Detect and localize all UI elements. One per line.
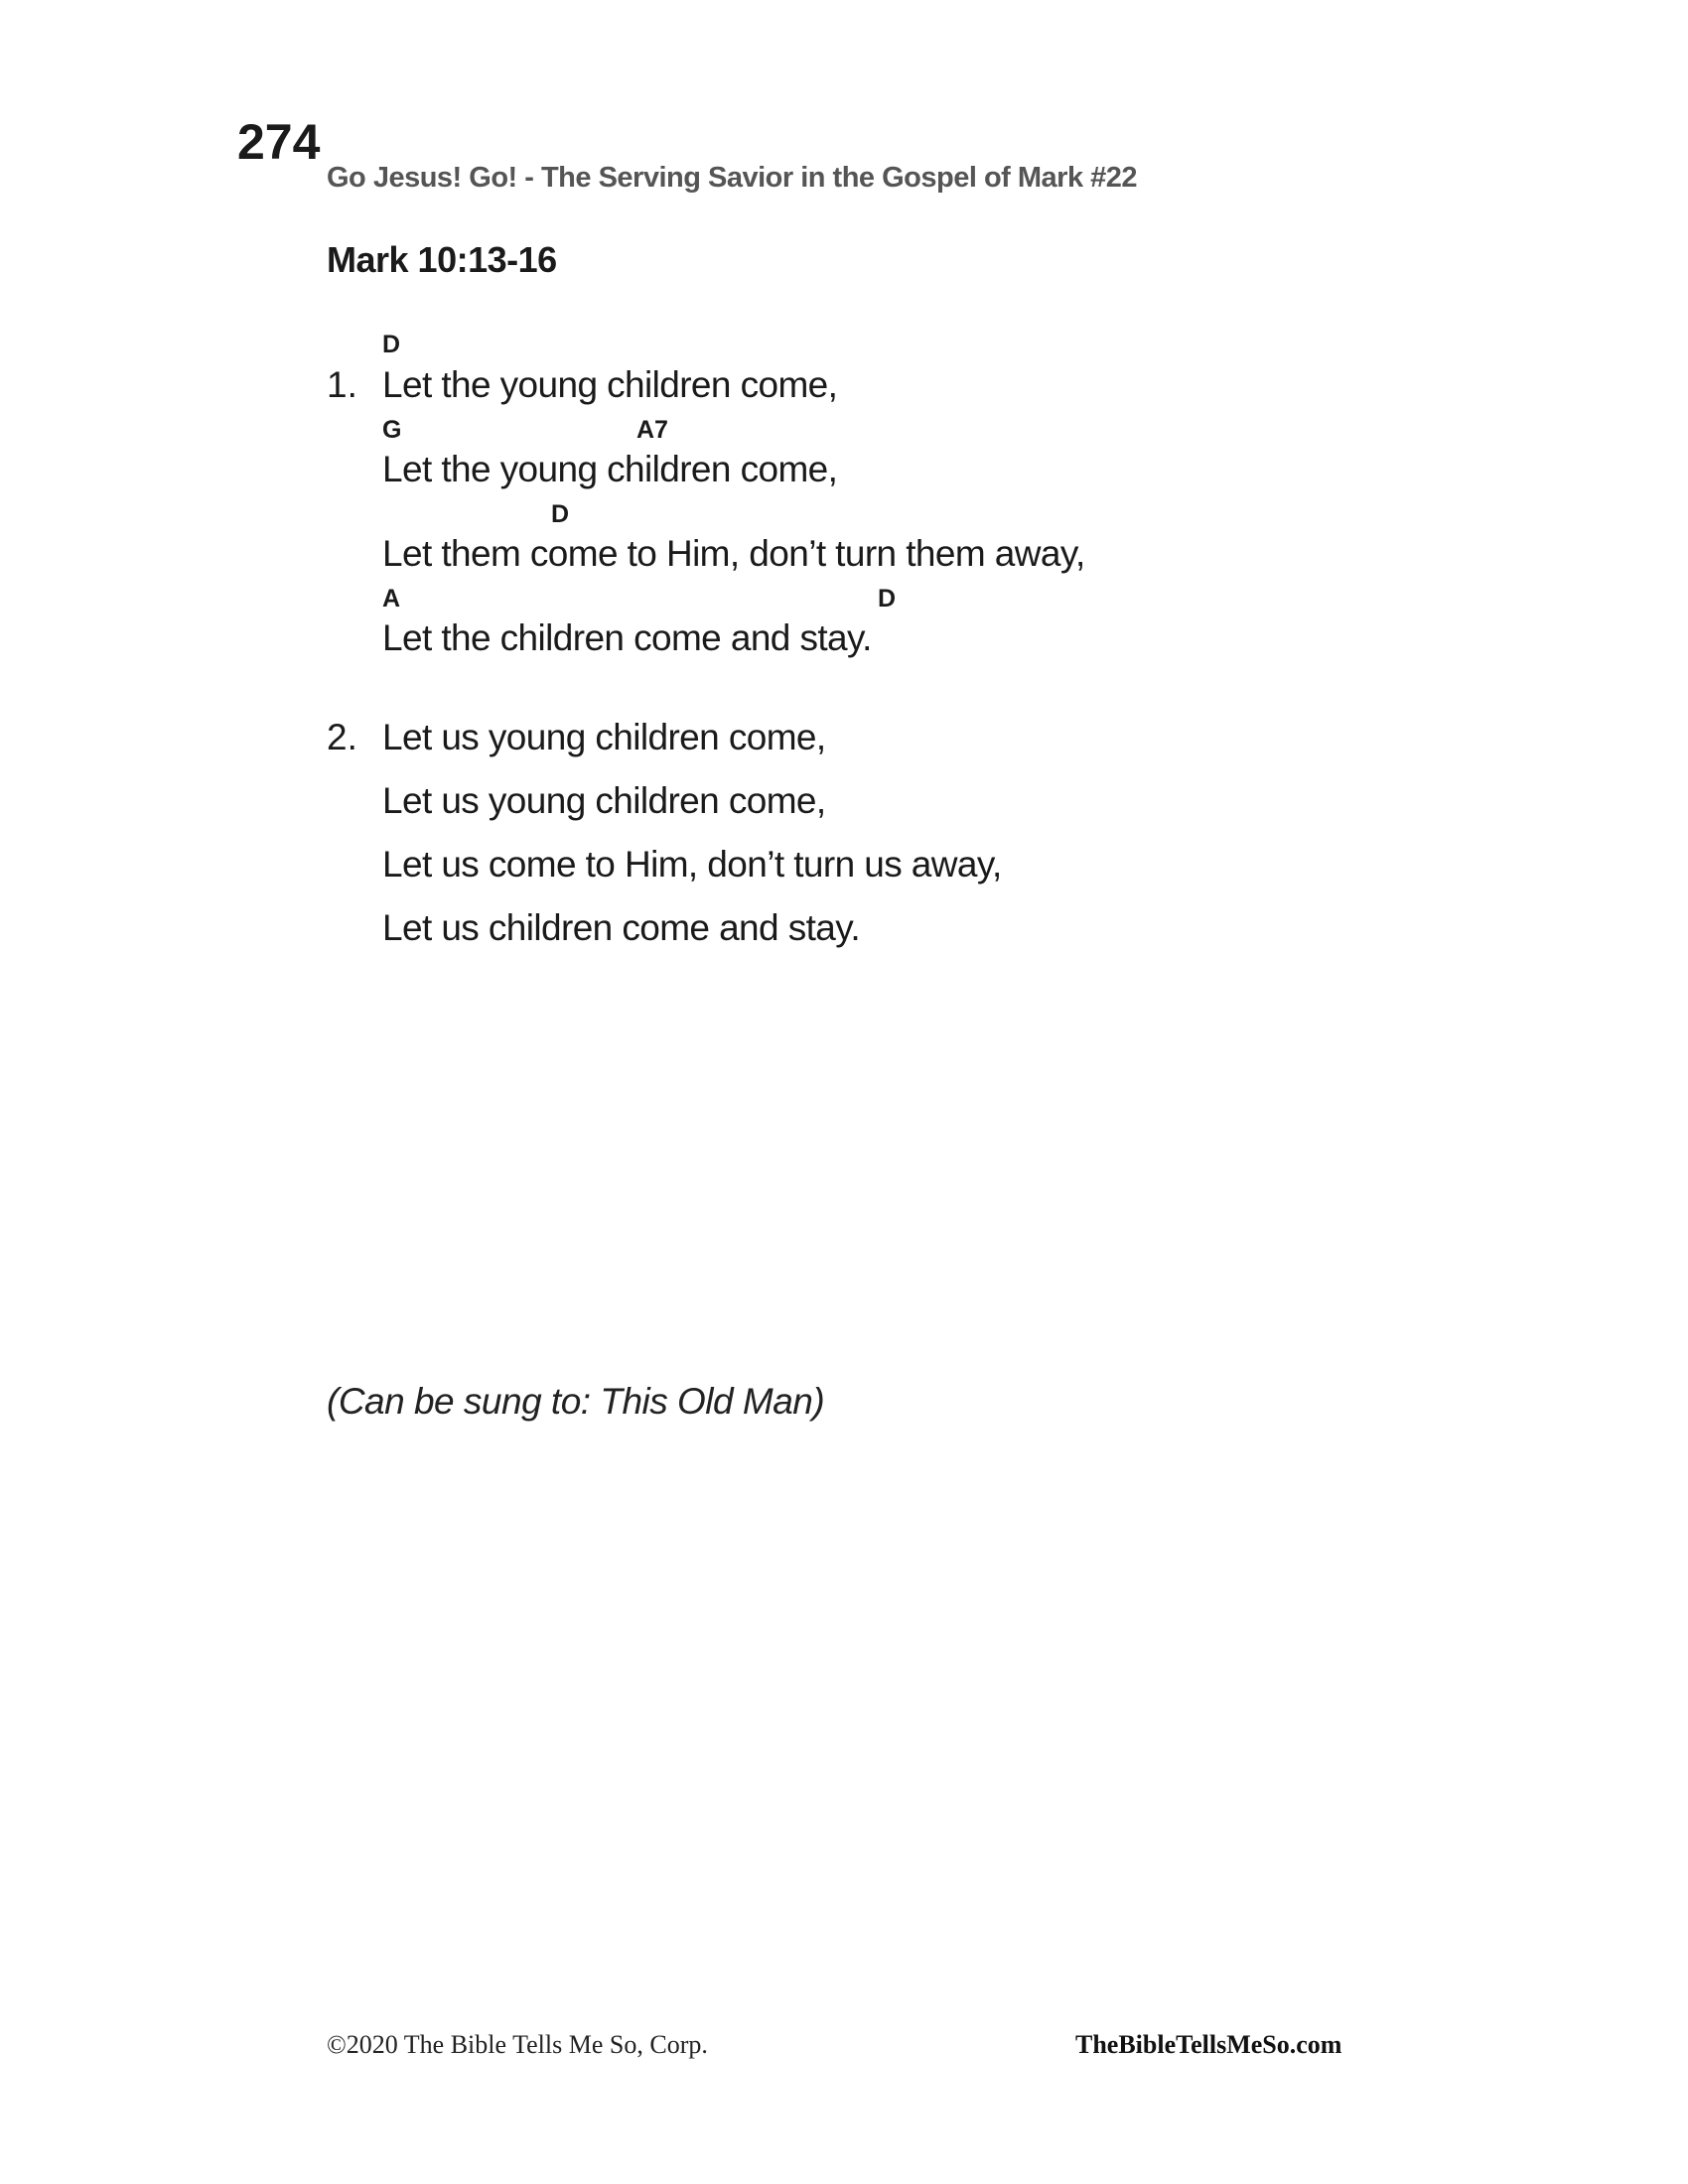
- lyric-line: Let the young children come,: [382, 449, 838, 489]
- lyric-line: Let us young children come,: [382, 780, 826, 821]
- chord: D: [382, 331, 401, 358]
- chord: D: [551, 500, 570, 528]
- lyric-line: Let them come to Him, don’t turn them away,: [382, 533, 1085, 574]
- tune-note: (Can be sung to: This Old Man): [327, 1381, 825, 1422]
- chord: A: [382, 585, 401, 613]
- verse-number: 2.: [327, 717, 357, 757]
- chord: A7: [636, 416, 668, 444]
- lyric-line: Let us children come and stay.: [382, 907, 861, 948]
- lyric-line: Let us young children come,: [382, 717, 826, 757]
- page-number: 274: [237, 114, 321, 170]
- verse-number: 1.: [327, 364, 357, 405]
- lyric-line: Let the young children come,: [382, 364, 838, 405]
- series-title: Go Jesus! Go! - The Serving Savior in the Gospel of Mark #22: [327, 162, 1138, 194]
- lyric-line: Let the children come and stay.: [382, 617, 872, 658]
- chord: D: [878, 585, 897, 613]
- lyric-line: Let us come to Him, don’t turn us away,: [382, 844, 1002, 885]
- scripture-reference: Mark 10:13-16: [327, 239, 557, 280]
- website-link[interactable]: TheBibleTellsMeSo.com: [1075, 2030, 1342, 2059]
- copyright: ©2020 The Bible Tells Me So, Corp.: [327, 2030, 708, 2059]
- chord: G: [382, 416, 402, 444]
